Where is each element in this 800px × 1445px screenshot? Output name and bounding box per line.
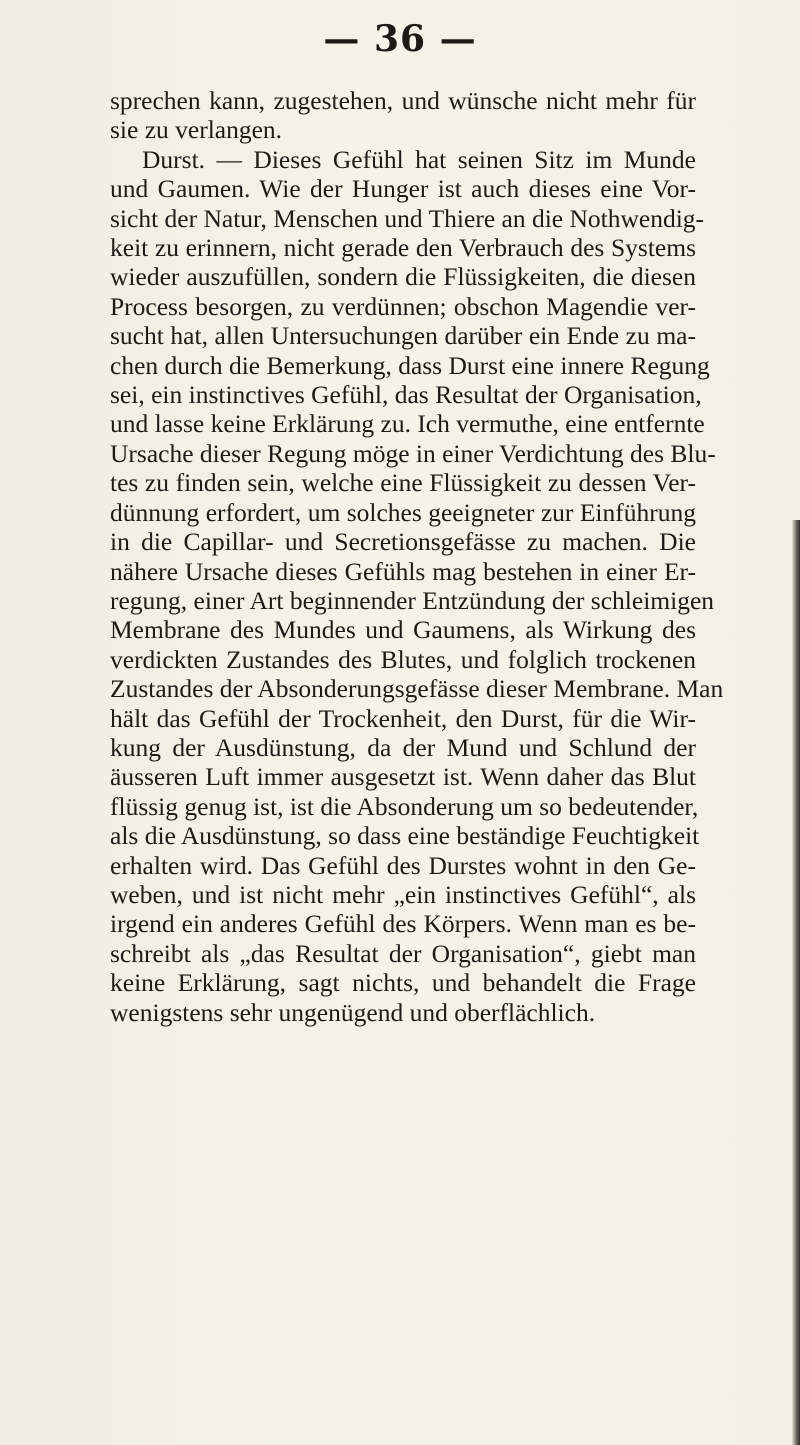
text-line: Zustandes der Absonderungsgefässe dieser Membrane. Man — [110, 674, 724, 704]
text-line: erhalten wird. Das Gefühl des Durstes wohnt in den Ge- — [110, 850, 696, 880]
text-line: äusseren Luft immer ausgesetzt ist. Wenn daher das Blut — [110, 762, 696, 792]
text-line: Ursache dieser Regung möge in einer Verdichtung des Blu- — [110, 438, 716, 468]
text-line: nähere Ursache dieses Gefühls mag bestehen in einer Er- — [110, 556, 696, 586]
text-line: in die Capillar- und Secretionsgefässe zu machen. Die — [110, 527, 696, 557]
text-line: flüssig genug ist, ist die Absonderung um so bedeutender, — [110, 791, 699, 821]
text-line: Process besorgen, zu verdünnen; obschon Magendie ver- — [110, 291, 696, 321]
text-line: keine Erklärung, sagt nichts, und behandelt die Frage — [110, 968, 696, 998]
text-line: dünnung erfordert, um solches geeigneter zur Einführung — [110, 497, 696, 527]
text-line: sprechen kann, zugestehen, und wünsche nicht mehr für — [110, 86, 696, 115]
page-number: — 36 — — [323, 18, 477, 60]
text-line: und lasse keine Erklärung zu. Ich vermuthe, eine entfernte — [110, 409, 705, 439]
text-line: schreibt als „das Resultat der Organisation“, giebt man — [110, 938, 696, 968]
body-text — [110, 86, 724, 1027]
text-line: und Gaumen. Wie der Hunger ist auch dieses eine Vor- — [110, 174, 696, 204]
text-line: sie zu verlangen. — [110, 115, 283, 145]
text-line: weben, und ist nicht mehr „ein instinctives Gefühl“, als — [110, 879, 696, 909]
text-line: tes zu finden sein, welche eine Flüssigkeit zu dessen Ver- — [110, 468, 696, 498]
text-line: wenigstens sehr ungenügend und oberflächlich. — [110, 997, 596, 1027]
text-line: verdickten Zustandes des Blutes, und folglich trockenen — [110, 644, 696, 674]
text-line: sicht der Natur, Menschen und Thiere an die Nothwendig- — [110, 203, 705, 233]
text-line: keit zu erinnern, nicht gerade den Verbrauch des Systems — [110, 233, 696, 263]
text-line: chen durch die Bemerkung, dass Durst eine innere Regung — [110, 350, 710, 380]
text-line-section-durst: Durst. — Dieses Gefühl hat seinen Sitz im Munde — [142, 144, 696, 174]
text-line: wieder auszufüllen, sondern die Flüssigkeiten, die diesen — [110, 262, 696, 292]
text-line: irgend ein anderes Gefühl des Körpers. Wenn man es be- — [110, 909, 696, 939]
text-line: Membrane des Mundes und Gaumens, als Wirkung des — [110, 615, 696, 645]
text-line: hält das Gefühl der Trockenheit, den Durst, für die Wir- — [110, 703, 696, 733]
text-line: regung, einer Art beginnender Entzündung der schleimigen — [110, 585, 715, 615]
text-line: als die Ausdünstung, so dass eine beständige Feuchtigkeit — [110, 821, 700, 851]
text-line: sucht hat, allen Untersuchungen darüber ein Ende zu ma- — [110, 321, 696, 351]
text-line: sei, ein instinctives Gefühl, das Resultat der Organisation, — [110, 380, 702, 410]
page-edge-shadow — [792, 520, 800, 1445]
text-line: kung der Ausdünstung, da der Mund und Schlund der — [110, 732, 696, 762]
